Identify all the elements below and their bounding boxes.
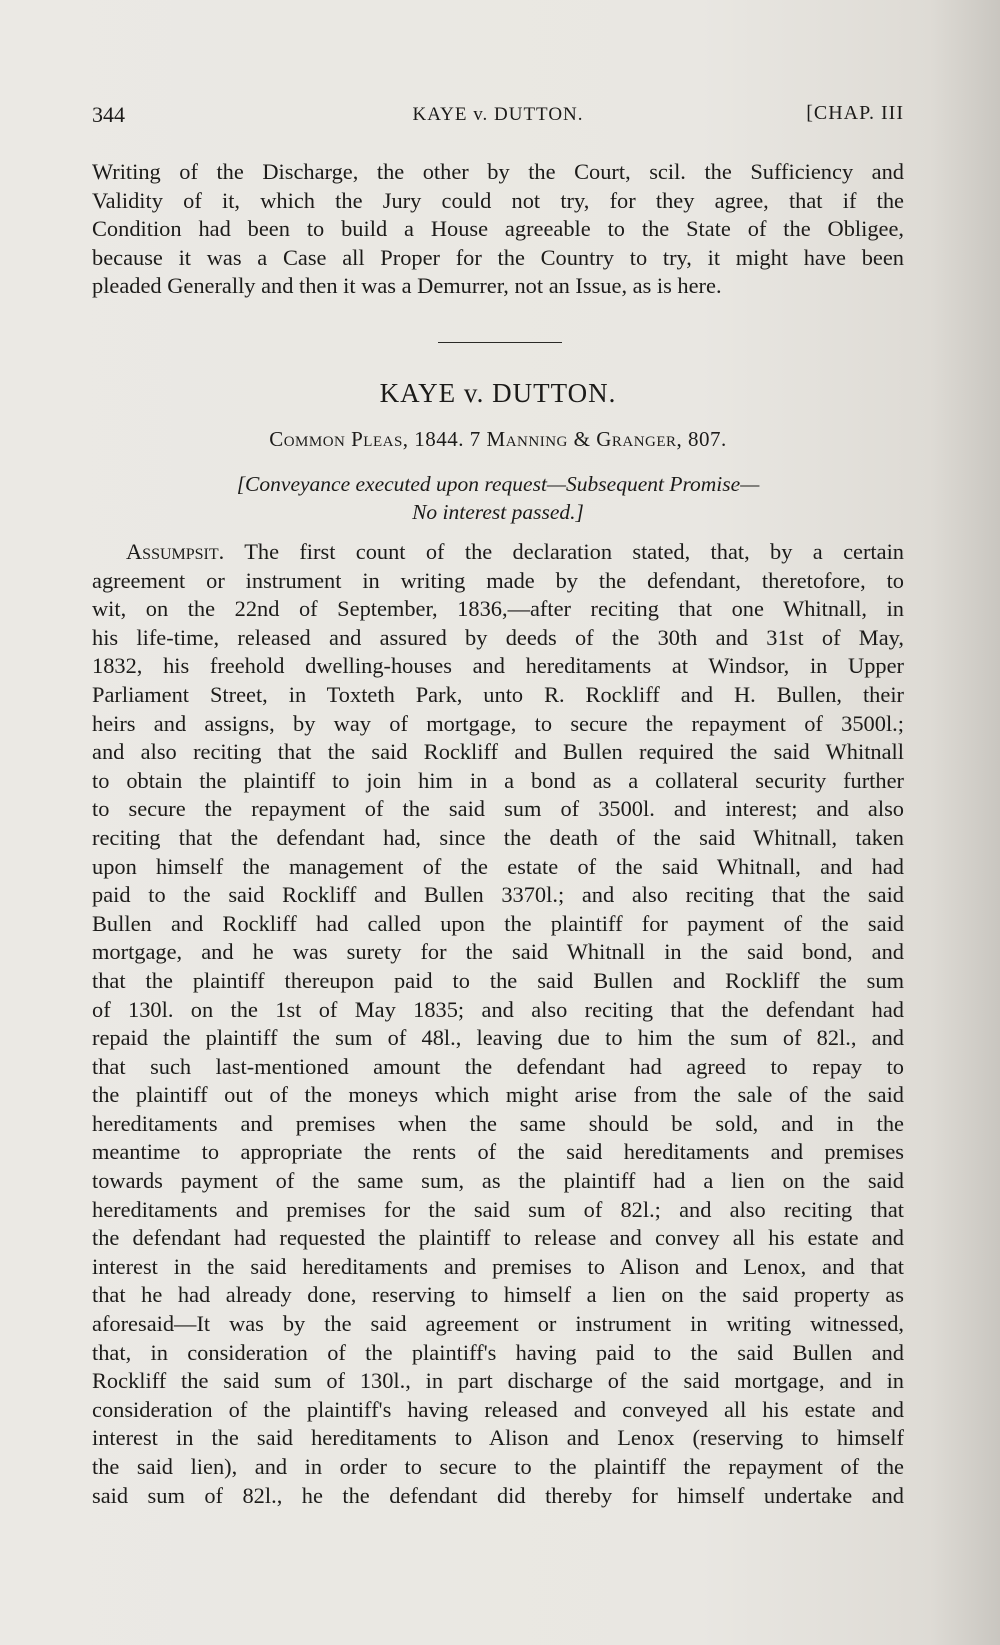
text-line: Bullen and Rockliff had called upon the plaintiff for payment of the said	[92, 910, 904, 936]
text-line-rest: The first count of the declaration stated, that, by a certain	[224, 539, 904, 564]
text-line: his life-time, released and assured by deeds of the 30th and 31st of May,	[92, 624, 904, 650]
text-line: that such last-mentioned amount the defendant had agreed to repay to	[92, 1053, 904, 1079]
text-line: Validity of it, which the Jury could not try, for they agree, that if the	[92, 187, 904, 213]
text-line: towards payment of the same sum, as the plaintiff had a lien on the said	[92, 1168, 904, 1194]
text-line: Condition had been to build a House agreeable to the State of the Obligee,	[92, 216, 904, 242]
text-line: wit, on the 22nd of September, 1836,—after reciting that one Whitnall, in	[92, 596, 904, 622]
text-line: and also reciting that the said Rockliff and Bullen required the said Whitnall	[92, 739, 904, 765]
text-line: the said lien), and in order to secure to the plaintiff the repayment of the	[92, 1454, 904, 1479]
text-line: to secure the repayment of the said sum of 3500l. and interest; and also	[92, 796, 904, 822]
text-line: repaid the plaintiff the sum of 48l., leaving due to him the sum of 82l., and	[92, 1025, 904, 1051]
text-line: the defendant had requested the plaintiff to release and convey all his estate and	[92, 1225, 904, 1251]
text-line: paid to the said Rockliff and Bullen 3370l.; and also reciting that the said	[92, 882, 904, 908]
headnote-line: No interest passed.]	[412, 500, 584, 524]
headnote-line: [Conveyance executed upon request—Subsequent Promise—	[236, 472, 760, 496]
text-line: interest in the said hereditaments and premises to Alison and Lenox, and that	[92, 1253, 904, 1279]
text-line: because it was a Case all Proper for the Country to try, it might have been	[92, 244, 904, 270]
section-divider	[438, 342, 562, 343]
running-header	[92, 102, 904, 136]
text-line: Rockliff the said sum of 130l., in part discharge of the said mortgage, and in	[92, 1368, 904, 1394]
text-line: hereditaments and premises when the same should be sold, and in the	[92, 1110, 904, 1136]
case-title: KAYE v. DUTTON.	[379, 378, 617, 408]
text-line: agreement or instrument in writing made by the defendant, theretofore, to	[92, 567, 904, 593]
text-line: 1832, his freehold dwelling-houses and hereditaments at Windsor, in Upper	[92, 653, 904, 679]
text-line: interest in the said hereditaments to Alison and Lenox (reserving to himself	[92, 1425, 904, 1451]
text-line: Parliament Street, in Toxteth Park, unto R. Rockliff and H. Bullen, their	[92, 681, 904, 707]
headnote	[92, 470, 904, 526]
continuation-paragraph	[92, 158, 904, 301]
text-line: pleaded Generally and then it was a Demurrer, not an Issue, as is here.	[92, 273, 722, 299]
text-line: of 130l. on the 1st of May 1835; and also reciting that the defendant had	[92, 996, 904, 1022]
text-line: Writing of the Discharge, the other by the Court, scil. the Sufficiency and	[92, 159, 904, 184]
text-line: consideration of the plaintiff's having released and conveyed all his estate and	[92, 1396, 904, 1422]
text-line: hereditaments and premises for the said sum of 82l.; and also reciting that	[92, 1196, 904, 1222]
text-line: aforesaid—It was by the said agreement or instrument in writing witnessed,	[92, 1311, 904, 1337]
chapter-label: [CHAP. III	[806, 102, 904, 124]
text-line: that, in consideration of the plaintiff's having paid to the said Bullen and	[92, 1339, 904, 1365]
running-title: KAYE v. DUTTON.	[412, 104, 584, 125]
text-line: upon himself the management of the estate of the said Whitnall, and had	[92, 853, 904, 879]
page-number: 344	[92, 102, 125, 127]
text-line	[92, 538, 904, 567]
text-line: said sum of 82l., he the defendant did thereby for himself undertake and	[92, 1482, 904, 1508]
court-citation: Common Pleas, 1844. 7 Manning & Granger, 807.	[269, 427, 727, 451]
text-line: to obtain the plaintiff to join him in a bond as a collateral security further	[92, 767, 904, 793]
text-line: meantime to appropriate the rents of the said hereditaments and premises	[92, 1139, 904, 1165]
text-line: that he had already done, reserving to himself a lien on the said property as	[92, 1282, 904, 1308]
text-line: the plaintiff out of the moneys which might arise from the sale of the said	[92, 1082, 904, 1108]
lead-word: Assumpsit.	[126, 539, 225, 564]
text-line: that the plaintiff thereupon paid to the said Bullen and Rockliff the sum	[92, 967, 904, 993]
text-line: heirs and assigns, by way of mortgage, to secure the repayment of 3500l.;	[92, 710, 904, 736]
text-line: reciting that the defendant had, since the death of the said Whitnall, taken	[92, 824, 904, 850]
case-body	[92, 538, 904, 1510]
text-line: mortgage, and he was surety for the said Whitnall in the said bond, and	[92, 939, 904, 965]
